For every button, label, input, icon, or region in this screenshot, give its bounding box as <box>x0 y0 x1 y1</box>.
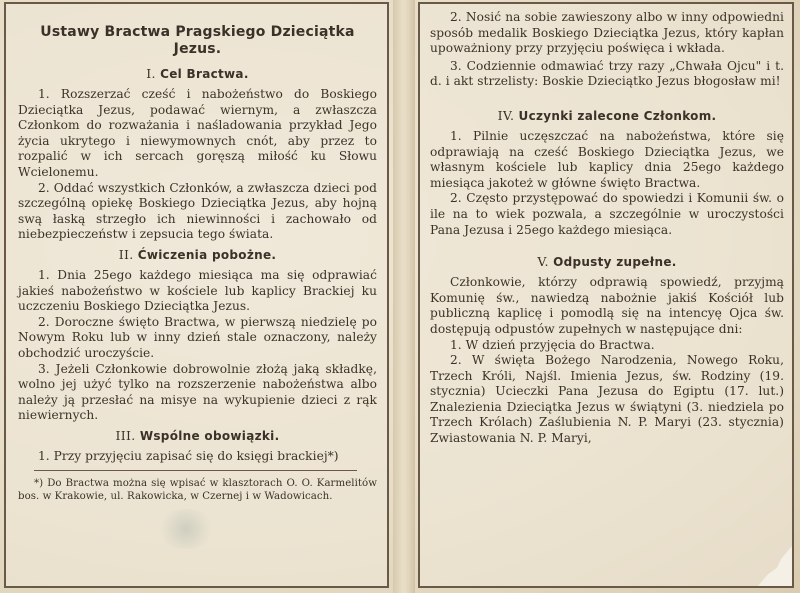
section-name: Wspólne obowiązki. <box>139 428 280 443</box>
footnote-divider <box>34 470 357 471</box>
section-name: Odpusty zupełne. <box>553 255 677 270</box>
section-name: Cel Bractwa. <box>160 67 249 81</box>
section-number: IV. <box>497 107 515 123</box>
section-number: V. <box>537 254 549 270</box>
stain <box>156 509 216 549</box>
section-heading-1 <box>18 66 377 82</box>
paragraph: Członkowie, którzy odprawią spowiedź, przyjmą Komunię św., nawiedzą nabożnie jakiś Kościół lub publiczną kaplicę i pomodlą się na intencyę Ojca św. dostępują odpustów zupełnych w następujące dni: <box>430 275 784 336</box>
section-name: Uczynki zalecone Członkom. <box>518 108 717 123</box>
paragraph: 2. Doroczne święto Bractwa, w pierwszą niedzielę po Nowym Roku lub w inny dzień stale oznaczony, należy obchodzić uroczyście. <box>18 314 377 360</box>
paragraph: 3. Codziennie odmawiać trzy razy „Chwała Ojcu" i t. d. i akt strzelisty: Boskie Dzieciątko Jezus błogosław mi! <box>430 58 784 89</box>
paragraph: 1. Dnia 25ego każdego miesiąca ma się odprawiać jakieś nabożeństwo w kościele lub kaplicy Brackiej ku uczczeniu Boskiego Dzieciątka Jezus. <box>18 267 377 314</box>
paragraph: 2. Oddać wszystkich Członków, a zwłaszcza dzieci pod szczególną opiekę Boskiego Dzieciątka Jezus, aby hojną swą łaską strzegło ich niewinności i zachowało od niebezpieczeństw i zepsucia tego świata. <box>18 180 377 242</box>
section-number: I. <box>146 66 156 81</box>
section-number: II. <box>118 246 134 262</box>
section-number: III. <box>115 427 136 443</box>
paragraph: 2. Nosić na sobie zawieszony albo w inny odpowiedni sposób medalik Boskiego Dzieciątka Jezus, który kapłan upoważniony przy przyjęciu poświęca i wkłada. <box>430 10 784 56</box>
paragraph: 2. W święta Bożego Narodzenia, Nowego Roku, Trzech Króli, Najśl. Imienia Jezus, św. Rodziny (19. stycznia) Ucieczki Pana Jezusa do Egiptu (17. lut.) Znalezienia Dzieciątka Jezus w świątyni (3. niedziela po Trzech Królach) Zaślubienia N. P. Maryi (23. stycznia) Zwiastowania N. P. Maryi, <box>430 353 784 446</box>
paragraph: 1. W dzień przyjęcia do Bractwa. <box>450 337 655 352</box>
paragraph: 1. Rozszerzać cześć i nabożeństwo do Boskiego Dzieciątka Jezus, podawać wiernym, a zwłaszcza Członkom do rozważania i naśladowania przykład Jego życia ukrytego i niewymownych cnót, aby przez to rozpalić w ich sercach goręszą miłość ku Słowu Wcielonemu. <box>18 87 377 179</box>
document-title: Ustawy Bractwa Pragskiego Dzieciątka Jezus. <box>40 24 355 57</box>
page-fold <box>393 0 415 593</box>
paragraph: 2. Często przystępować do spowiedzi i Komunii św. o ile na to wiek pozwala, a szczególnie w uroczystości Pana Jezusa i 25ego każdego miesiąca. <box>430 191 784 237</box>
left-page <box>4 2 389 588</box>
paragraph: 1. Przy przyjęciu zapisać się do księgi brackiej*) <box>38 448 339 463</box>
torn-corner <box>758 546 792 586</box>
section-heading-4 <box>430 108 784 124</box>
section-heading-2 <box>18 247 377 263</box>
section-heading-5 <box>430 254 784 270</box>
section-name: Ćwiczenia pobożne. <box>137 247 277 262</box>
section-heading-3 <box>18 428 377 444</box>
paragraph: 1. Pilnie uczęszczać na nabożeństwa, które się odprawiają na cześć Boskiego Dzieciątka Jezus, we własnym kościele lub kaplicy dnia 25ego każdego miesiąca jakoteż w główne święto Bractwa. <box>430 128 784 190</box>
right-page <box>418 2 794 588</box>
paragraph: 3. Jeżeli Członkowie dobrowolnie złożą jaką składkę, wolno jej użyć tylko na rozszerzenie nabożeństwa albo należy ją przesłać na misye na wykupienie dzieci z rąk niewiernych. <box>18 361 377 423</box>
footnote: *) Do Bractwa można się wpisać w klasztorach O. O. Karmelitów bos. w Krakowie, ul. Rakowicka, w Czernej i w Wadowicach. <box>18 478 377 503</box>
